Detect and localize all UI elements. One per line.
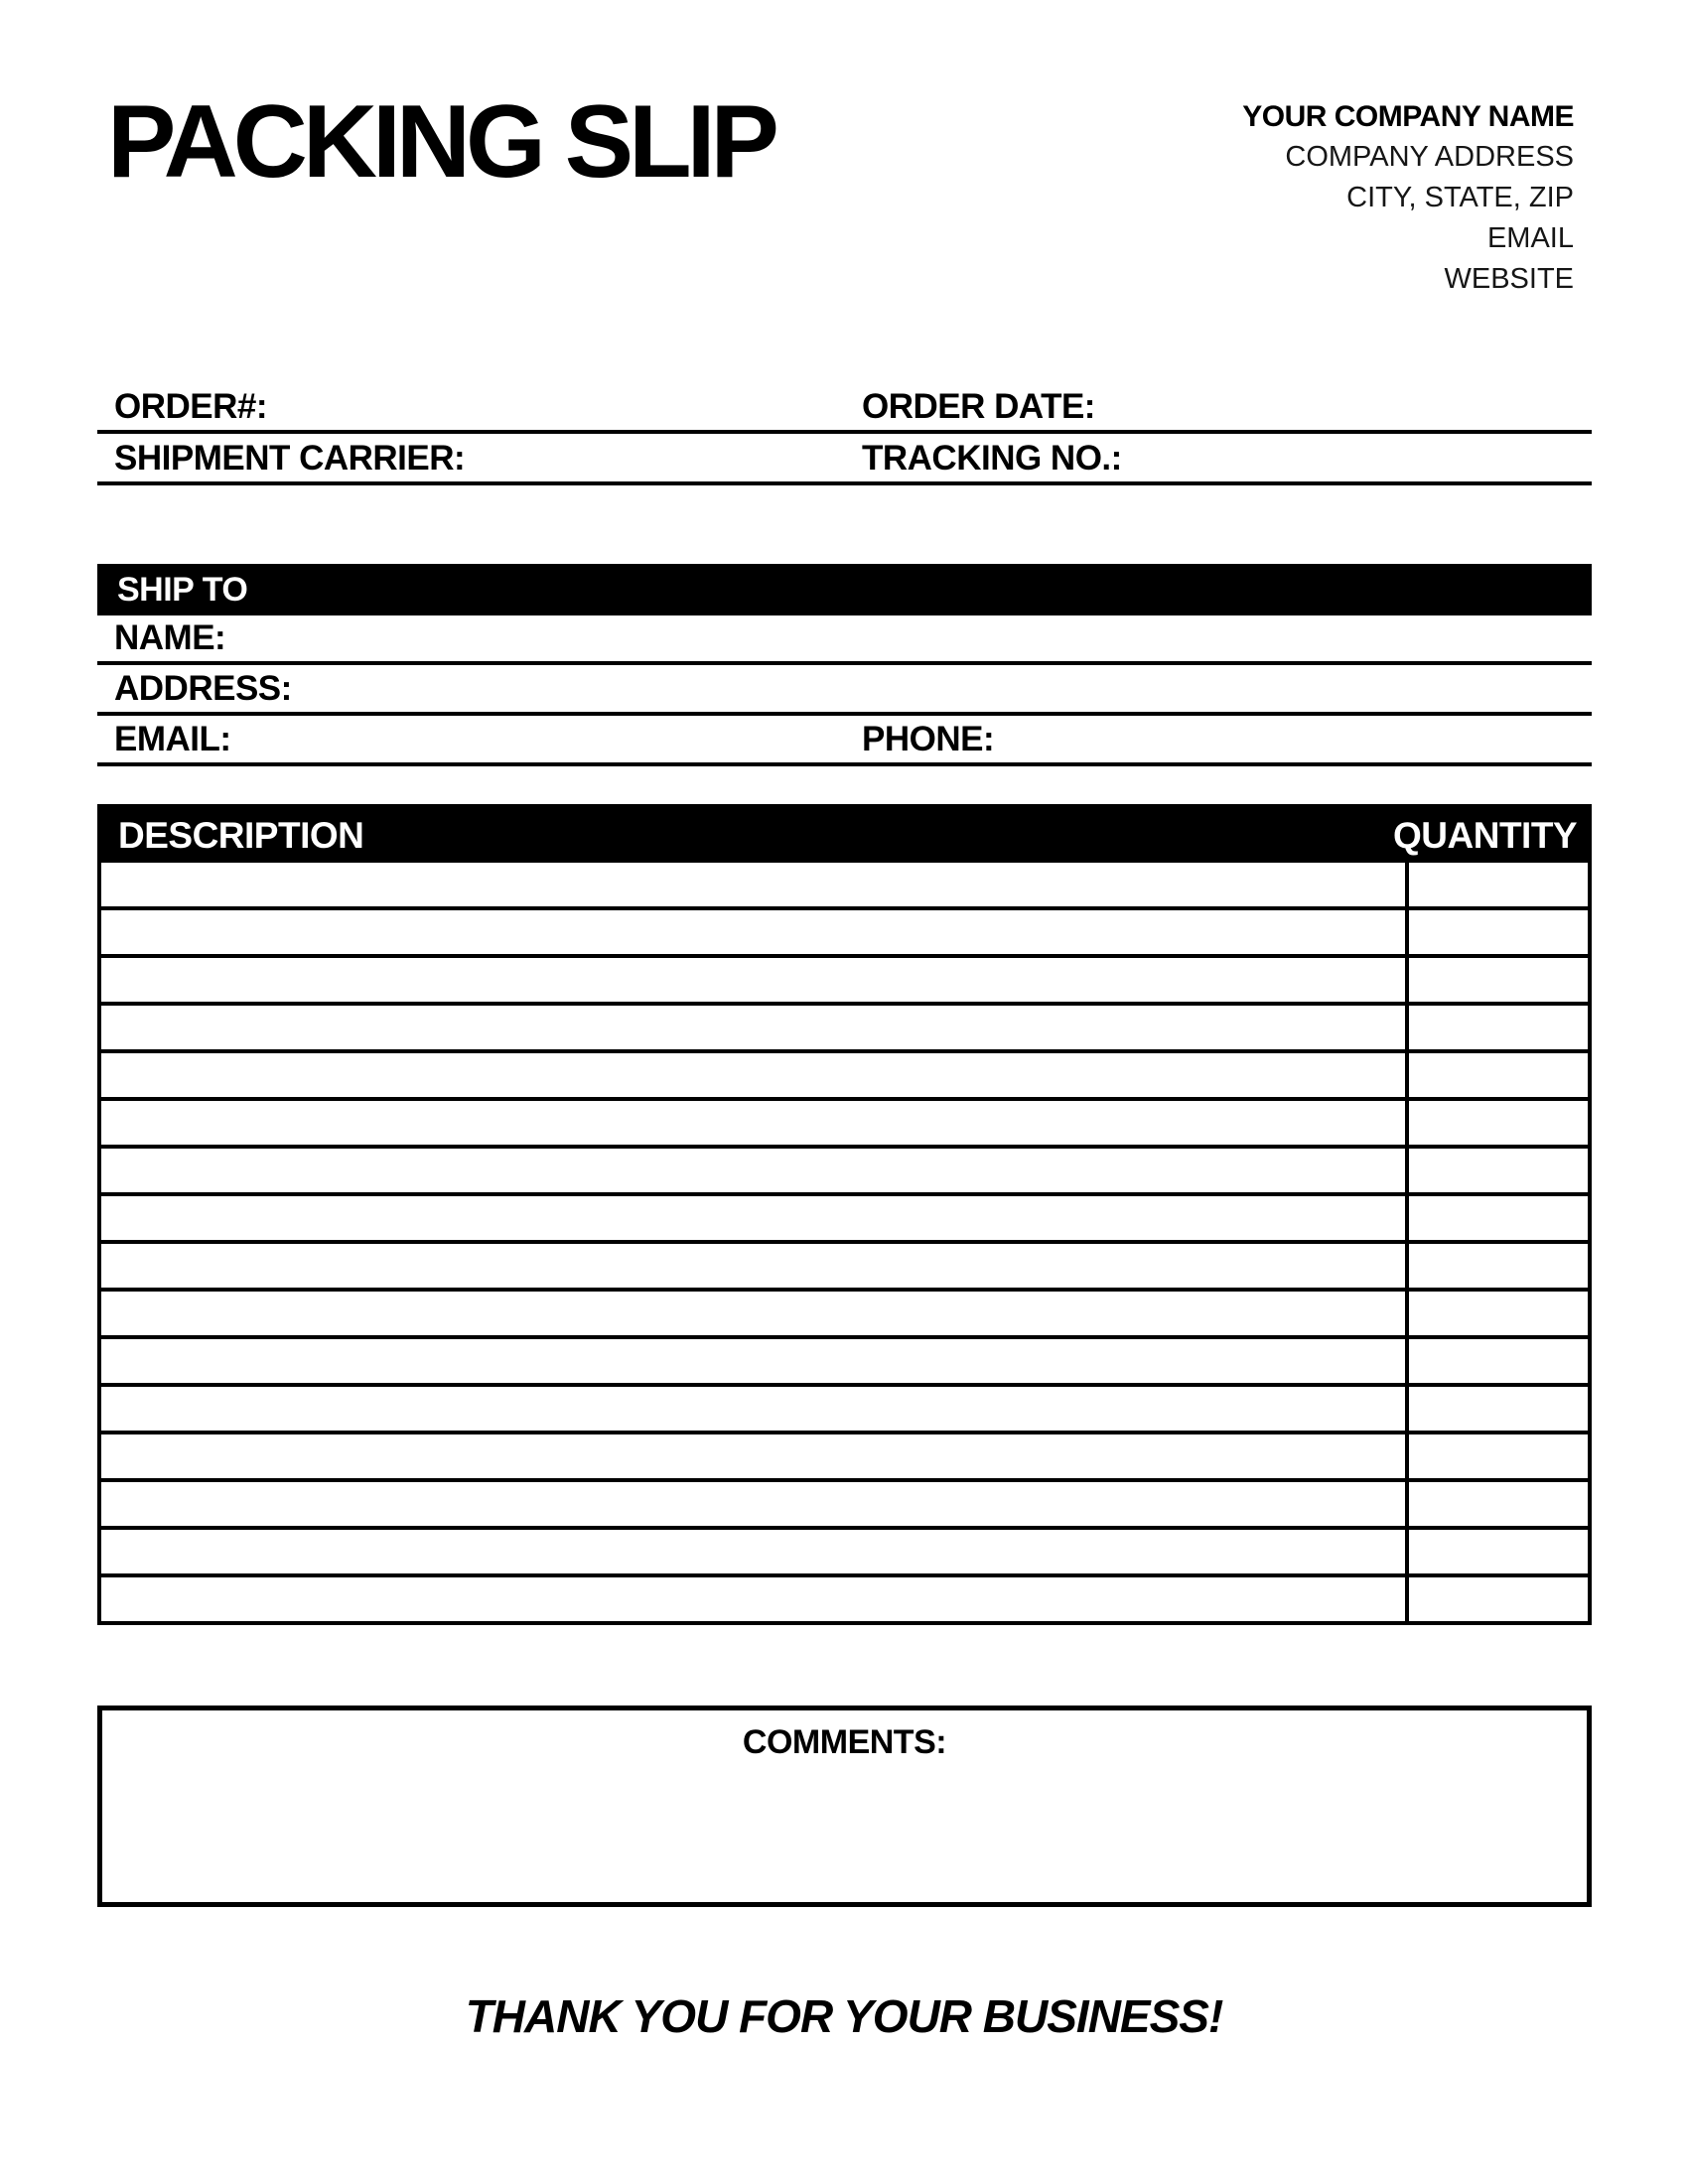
table-row xyxy=(101,1482,1588,1530)
address-label: ADDRESS: xyxy=(114,669,292,708)
items-table xyxy=(97,804,1592,1625)
phone-field[interactable] xyxy=(1011,730,1592,759)
quantity-cell[interactable] xyxy=(1405,1530,1588,1573)
address-field[interactable] xyxy=(292,665,1592,709)
quantity-cell[interactable] xyxy=(1405,1577,1588,1621)
thank-you-message: THANK YOU FOR YOUR BUSINESS! xyxy=(465,1990,1223,2042)
shipment-carrier-label: SHIPMENT CARRIER: xyxy=(114,439,466,478)
description-cell[interactable] xyxy=(101,863,1405,906)
description-column-header: DESCRIPTION xyxy=(118,814,364,856)
description-cell[interactable] xyxy=(101,1244,1405,1288)
name-field[interactable] xyxy=(225,615,1592,658)
comments-label: COMMENTS: xyxy=(742,1723,947,1761)
table-row xyxy=(101,1577,1588,1621)
ship-to-name-row xyxy=(97,615,1592,665)
description-cell[interactable] xyxy=(101,1387,1405,1431)
description-cell[interactable] xyxy=(101,1053,1405,1097)
page-title: PACKING SLIP xyxy=(107,84,774,200)
table-row xyxy=(101,863,1588,910)
description-cell[interactable] xyxy=(101,910,1405,954)
quantity-cell[interactable] xyxy=(1405,1482,1588,1526)
items-table-header xyxy=(101,808,1588,863)
quantity-cell[interactable] xyxy=(1405,1387,1588,1431)
order-info-row-1 xyxy=(97,387,1592,434)
company-info-block xyxy=(1242,97,1574,300)
description-cell[interactable] xyxy=(101,1292,1405,1335)
quantity-cell[interactable] xyxy=(1405,1006,1588,1049)
table-row xyxy=(101,1196,1588,1244)
table-row xyxy=(101,1434,1588,1482)
items-table-rows xyxy=(101,863,1588,1621)
table-row xyxy=(101,1006,1588,1053)
table-row xyxy=(101,1053,1588,1101)
table-row xyxy=(101,1530,1588,1577)
company-name: YOUR COMPANY NAME xyxy=(1242,100,1574,133)
company-city-state-zip: CITY, STATE, ZIP xyxy=(1346,182,1574,213)
description-cell[interactable] xyxy=(101,1530,1405,1573)
tracking-number-field[interactable] xyxy=(1150,449,1592,478)
quantity-cell[interactable] xyxy=(1405,1053,1588,1097)
description-cell[interactable] xyxy=(101,1339,1405,1383)
quantity-cell[interactable] xyxy=(1405,910,1588,954)
ship-to-header-label: SHIP TO xyxy=(117,570,248,609)
quantity-cell[interactable] xyxy=(1405,958,1588,1002)
name-label: NAME: xyxy=(114,618,226,657)
description-cell[interactable] xyxy=(101,1101,1405,1145)
order-number-label: ORDER#: xyxy=(114,387,268,426)
description-cell[interactable] xyxy=(101,1196,1405,1240)
ship-to-address-row xyxy=(97,665,1592,716)
quantity-column-header: QUANTITY xyxy=(1393,814,1578,856)
comments-box[interactable] xyxy=(97,1706,1592,1907)
quantity-cell[interactable] xyxy=(1405,1244,1588,1288)
company-email: EMAIL xyxy=(1486,222,1574,254)
table-row xyxy=(101,1101,1588,1149)
quantity-cell[interactable] xyxy=(1405,1101,1588,1145)
company-website: WEBSITE xyxy=(1444,263,1574,295)
table-row xyxy=(101,910,1588,958)
description-cell[interactable] xyxy=(101,1434,1405,1478)
order-date-label: ORDER DATE: xyxy=(862,387,1095,426)
quantity-cell[interactable] xyxy=(1405,1149,1588,1192)
description-cell[interactable] xyxy=(101,1482,1405,1526)
table-row xyxy=(101,1387,1588,1434)
quantity-cell[interactable] xyxy=(1405,1339,1588,1383)
order-date-field[interactable] xyxy=(1140,397,1592,427)
description-cell[interactable] xyxy=(101,1006,1405,1049)
table-row xyxy=(101,1244,1588,1292)
ship-to-section-header xyxy=(97,564,1592,615)
table-row xyxy=(101,1149,1588,1196)
description-cell[interactable] xyxy=(101,1577,1405,1621)
table-row xyxy=(101,958,1588,1006)
quantity-cell[interactable] xyxy=(1405,1434,1588,1478)
phone-label: PHONE: xyxy=(862,720,995,758)
quantity-cell[interactable] xyxy=(1405,863,1588,906)
ship-to-email-phone-row xyxy=(97,716,1592,766)
table-row xyxy=(101,1292,1588,1339)
quantity-cell[interactable] xyxy=(1405,1196,1588,1240)
company-address: COMPANY ADDRESS xyxy=(1285,141,1574,173)
description-cell[interactable] xyxy=(101,958,1405,1002)
tracking-number-label: TRACKING NO.: xyxy=(862,439,1122,478)
description-cell[interactable] xyxy=(101,1149,1405,1192)
table-row xyxy=(101,1339,1588,1387)
email-label: EMAIL: xyxy=(114,720,231,758)
quantity-cell[interactable] xyxy=(1405,1292,1588,1335)
order-info-row-2 xyxy=(97,438,1592,485)
